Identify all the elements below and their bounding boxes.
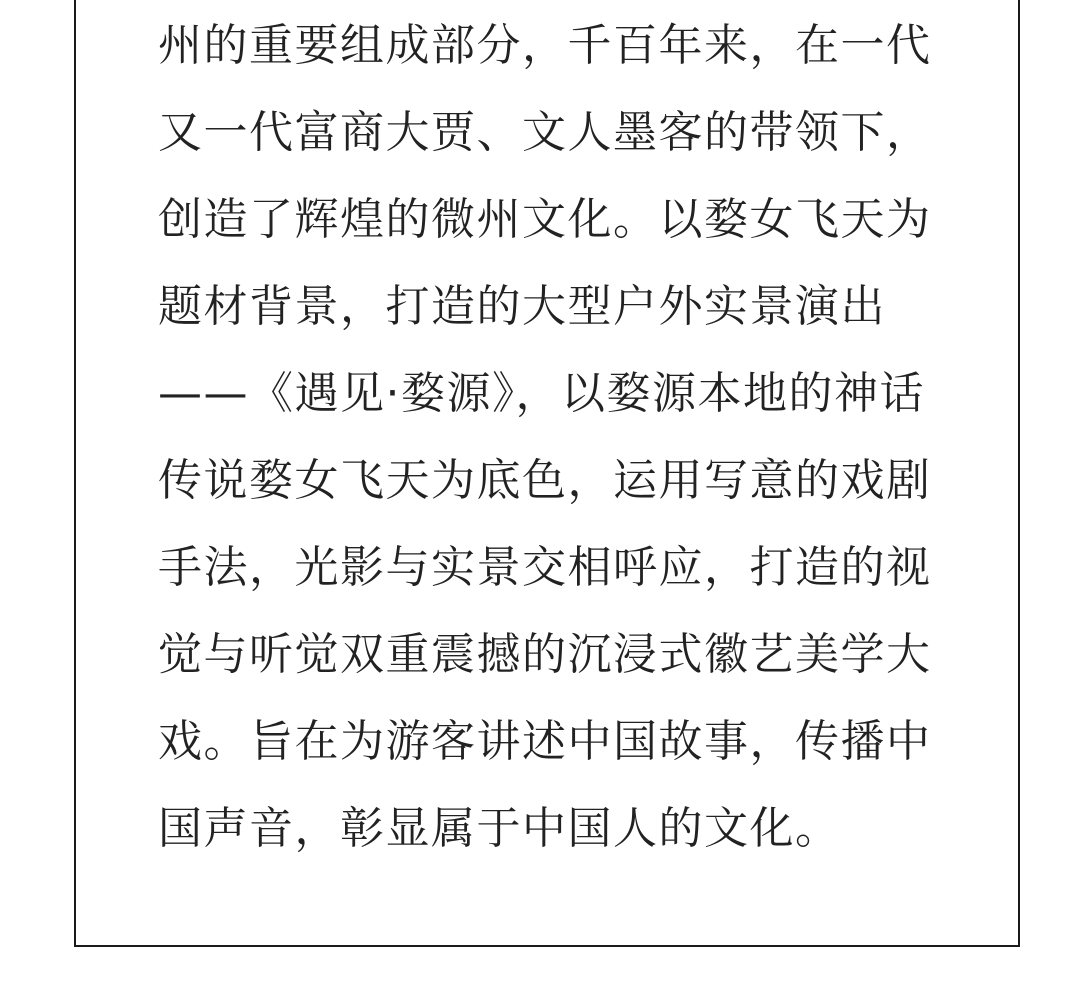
paragraph-line: 手法，光影与实景交相呼应，打造的视: [158, 542, 932, 593]
paragraph-line: 传说婺女飞天为底色，运用写意的戏剧: [158, 455, 932, 506]
paragraph-line: 戏。旨在为游客讲述中国故事，传播中: [158, 716, 932, 767]
paragraph-line: 创造了辉煌的微州文化。以婺女飞天为: [158, 194, 932, 245]
paragraph-line: 觉与听觉双重震撼的沉浸式徽艺美学大: [158, 629, 932, 680]
paragraph-line: 国声音，彰显属于中国人的文化。: [158, 803, 841, 854]
paragraph-line: 又一代富商大贾、文人墨客的带领下，: [158, 107, 932, 158]
paragraph-line: 州的重要组成部分，千百年来，在一代: [158, 20, 932, 71]
paragraph-line: 题材背景，打造的大型户外实景演出: [158, 281, 886, 332]
paragraph-line: ——《遇见·婺源》，以婺源本地的神话: [158, 368, 925, 419]
